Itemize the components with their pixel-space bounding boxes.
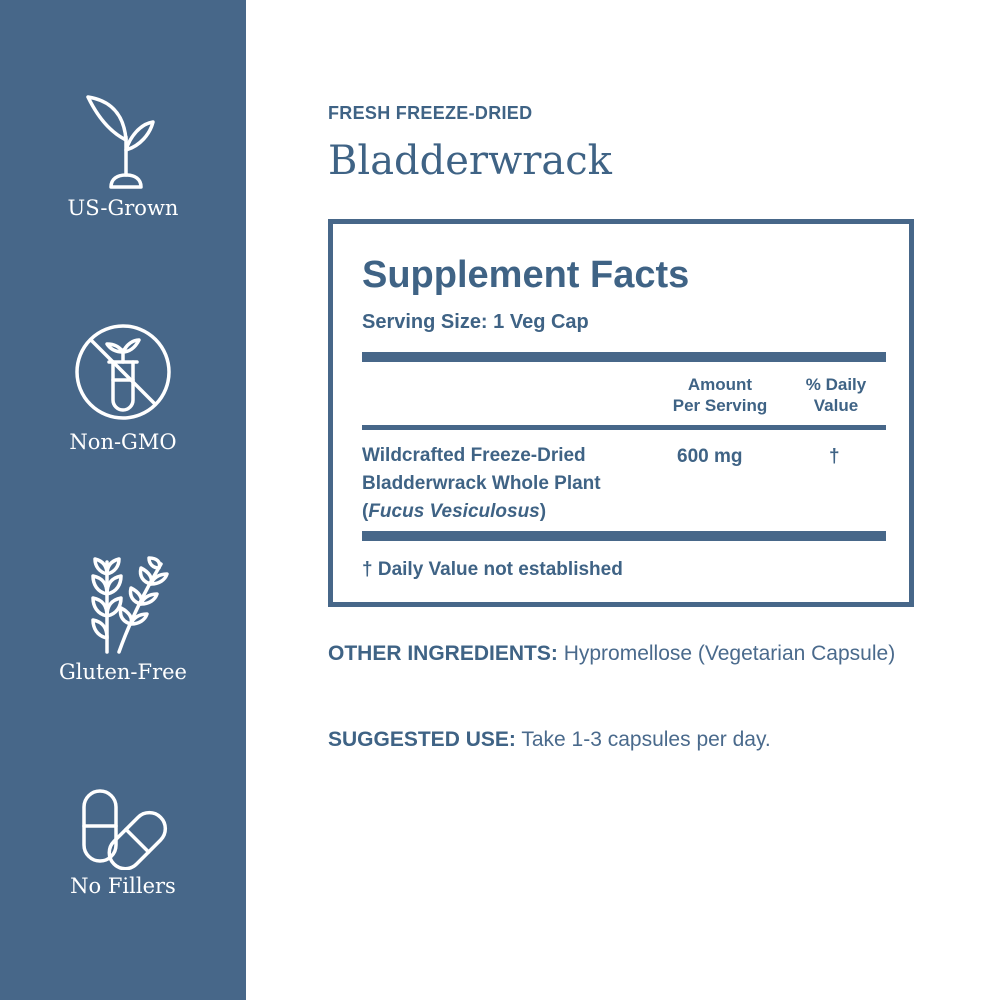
no-gmo-icon: [0, 322, 246, 422]
facts-divider-header: [362, 425, 886, 430]
facts-title: Supplement Facts: [362, 254, 690, 296]
ingredient-line2: Bladderwrack Whole Plant: [362, 473, 601, 494]
supplement-facts-panel: [328, 219, 914, 607]
capsules-icon: [0, 788, 246, 870]
ingredient-latin: Fucus Vesiculosus: [368, 501, 540, 522]
col-header-dv-line1: % Daily: [805, 375, 867, 394]
facts-divider-bottom: [362, 531, 886, 541]
ingredient-amount: 600 mg: [677, 446, 743, 467]
badge-no-fillers: [0, 788, 246, 898]
badge-label-gluten-free: Gluten-Free: [59, 660, 187, 684]
other-ingredients-label: OTHER INGREDIENTS:: [328, 642, 558, 665]
serving-size: Serving Size: 1 Veg Cap: [362, 311, 589, 333]
col-header-amount: [655, 374, 785, 416]
product-eyebrow: FRESH FREEZE-DRIED: [328, 103, 533, 123]
main-content: [328, 0, 928, 1000]
badge-us-grown: [0, 92, 246, 220]
badge-label-us-grown: US-Grown: [67, 196, 179, 220]
ingredient-daily-value: †: [829, 446, 840, 467]
wheat-icon: [0, 554, 246, 654]
badge-sidebar: [0, 0, 246, 1000]
suggested-use-text: Take 1-3 capsules per day.: [521, 728, 771, 751]
facts-divider-top: [362, 352, 886, 362]
facts-footnote: † Daily Value not established: [362, 559, 623, 580]
badge-non-gmo: [0, 322, 246, 454]
sprout-icon: [0, 92, 246, 192]
ingredient-line1: Wildcrafted Freeze-Dried: [362, 445, 586, 466]
other-ingredients-text: Hypromellose (Vegetarian Capsule): [563, 642, 896, 665]
col-header-dv-line2: Value: [813, 396, 859, 415]
suggested-use-label: SUGGESTED USE:: [328, 728, 516, 751]
col-header-daily-value: [791, 374, 881, 416]
suggested-use: [328, 724, 908, 756]
col-header-amount-line1: Amount: [687, 375, 753, 394]
badge-label-non-gmo: Non-GMO: [69, 430, 177, 454]
col-header-amount-line2: Per Serving: [672, 396, 768, 415]
product-title: Bladderwrack: [328, 138, 612, 184]
other-ingredients: [328, 638, 908, 670]
ingredient-latin-line: (Fucus Vesiculosus): [362, 501, 547, 522]
badge-label-no-fillers: No Fillers: [70, 874, 176, 898]
badge-gluten-free: [0, 554, 246, 684]
ingredient-name: [362, 442, 662, 526]
